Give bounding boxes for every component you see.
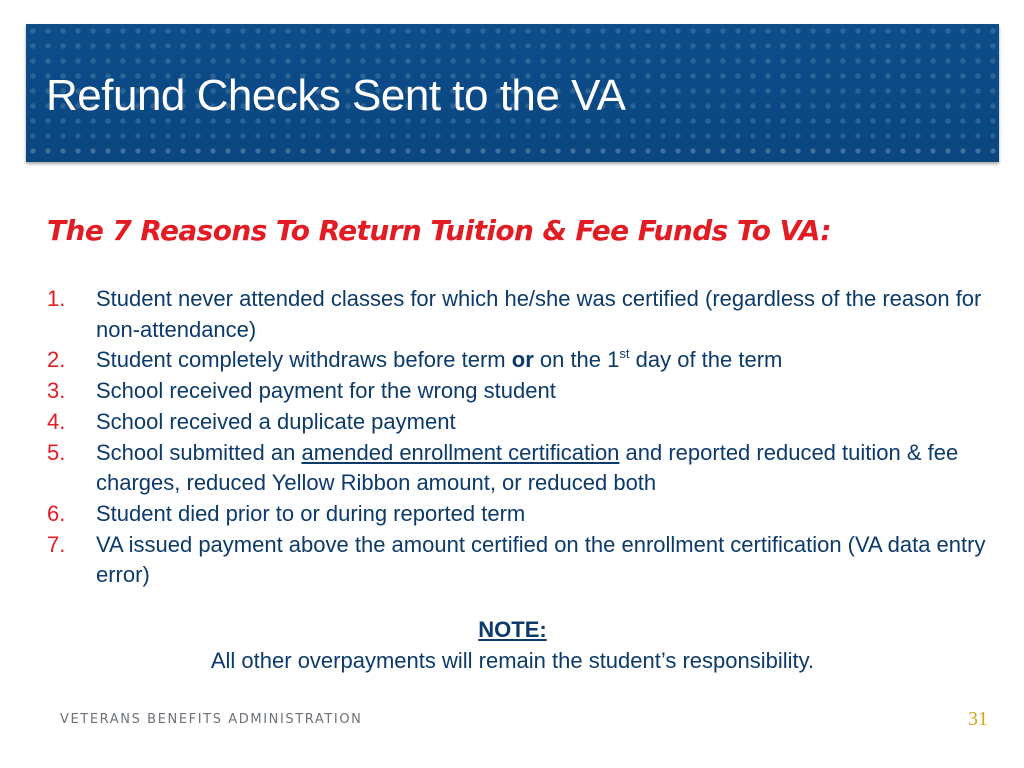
ordinal-suffix: st	[619, 346, 630, 362]
list-number: 4.	[47, 408, 66, 434]
list-number: 3.	[47, 378, 66, 404]
list-item-text: Student completely withdraws before term	[96, 347, 512, 373]
list-item-text: on the 1	[533, 347, 620, 373]
footer-organization: VETERANS BENEFITS ADMINISTRATION	[60, 712, 363, 727]
list-item	[47, 530, 987, 591]
list-number: 7.	[47, 531, 66, 557]
list-item-text: School received a duplicate payment	[96, 408, 456, 434]
list-number: 6.	[47, 500, 66, 526]
page-number: 31	[968, 708, 988, 730]
list-item	[47, 438, 987, 499]
list-item	[47, 499, 987, 530]
list-item	[47, 376, 987, 407]
list-number: 1.	[47, 286, 66, 311]
list-number: 5.	[47, 439, 66, 465]
emphasis-text: or	[511, 347, 534, 373]
list-item	[47, 345, 987, 376]
list-item	[47, 407, 987, 438]
note-text: All other overpayments will remain the student’s responsibility.	[210, 648, 815, 673]
list-item	[47, 284, 987, 345]
reasons-list	[47, 284, 987, 591]
section-heading: The 7 Reasons To Return Tuition & Fee Funds To VA:	[47, 214, 831, 247]
list-item-text: School received payment for the wrong student	[96, 378, 556, 404]
list-item-text: Student died prior to or during reported term	[96, 500, 526, 526]
list-number: 2.	[47, 347, 66, 373]
list-item-text: School submitted an	[96, 439, 302, 465]
list-item-text: and reported reduced tuition & fee charges, reduced Yellow Ribbon amount, or reduced both	[96, 439, 959, 496]
note-label: NOTE:	[478, 617, 547, 642]
list-item-text: VA issued payment above the amount certified on the enrollment certification (VA data entry error)	[96, 531, 986, 588]
list-item-text: Student never attended classes for which he/she was certified (regardless of the reason for non-attendance)	[96, 286, 982, 342]
slide-title: Refund Checks Sent to the VA	[46, 71, 626, 120]
amended-enrollment-certification-link[interactable]: amended enrollment certification	[301, 439, 620, 465]
list-item-text: day of the term	[629, 347, 783, 373]
